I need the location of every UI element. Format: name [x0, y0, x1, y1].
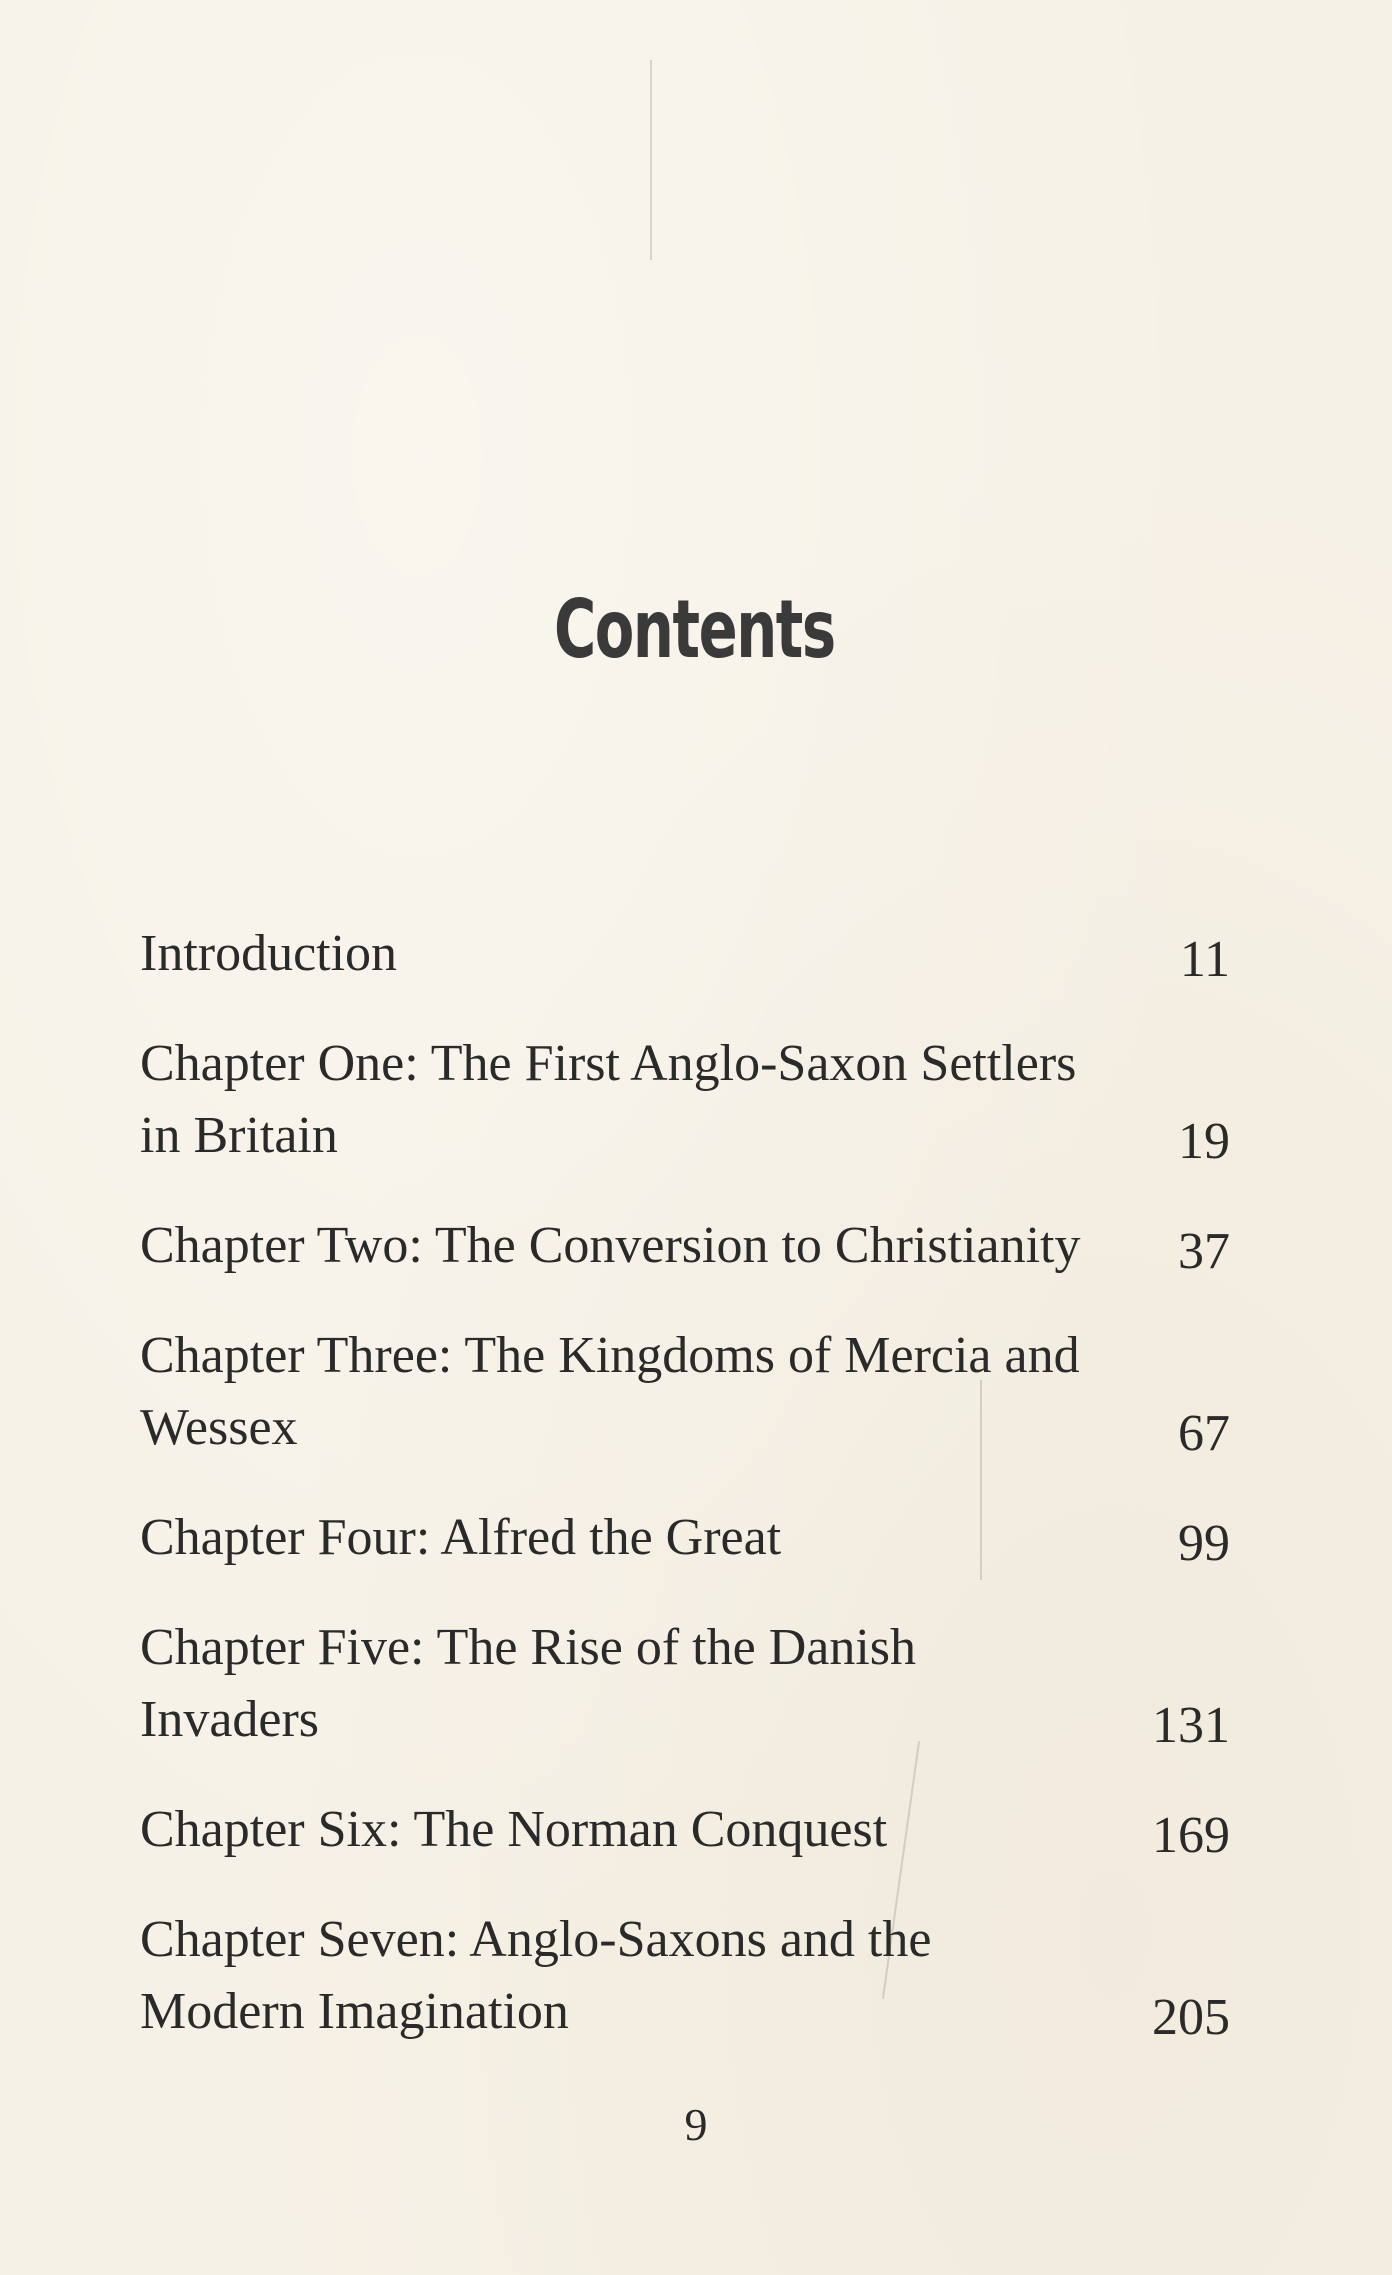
paper-mark [650, 60, 652, 260]
toc-entry[interactable] [140, 918, 1230, 990]
toc-entry-title: Chapter One: The First Anglo-Saxon Settlers in Britain [140, 1035, 1077, 1164]
toc-entry-title: Introduction [140, 925, 398, 982]
toc-entry-title: Chapter Six: The Norman Conquest [140, 1801, 888, 1858]
toc-entry[interactable] [140, 1612, 1230, 1756]
toc-entry[interactable] [140, 1904, 1230, 2048]
toc-entry[interactable] [140, 1028, 1230, 1172]
toc-entry-page: 67 [1178, 1405, 1230, 1462]
table-of-contents [140, 918, 1230, 2086]
toc-entry-page: 169 [1152, 1807, 1230, 1864]
page-title: Contents [553, 583, 835, 676]
toc-entry[interactable] [140, 1320, 1230, 1464]
toc-entry[interactable] [140, 1502, 1230, 1574]
toc-entry-page: 37 [1178, 1223, 1230, 1280]
toc-entry-title: Chapter Five: The Rise of the Danish Invaders [140, 1619, 917, 1748]
toc-entry-title: Chapter Two: The Conversion to Christianity [140, 1217, 1081, 1274]
toc-entry-page: 19 [1178, 1113, 1230, 1170]
toc-entry-title: Chapter Four: Alfred the Great [140, 1509, 782, 1566]
toc-entry[interactable] [140, 1794, 1230, 1866]
toc-entry-title: Chapter Seven: Anglo-Saxons and the Modern Imagination [140, 1911, 932, 2040]
toc-entry-page: 11 [1179, 931, 1230, 988]
toc-entry-page: 99 [1178, 1515, 1230, 1572]
toc-entry[interactable] [140, 1210, 1230, 1282]
toc-entry-title: Chapter Three: The Kingdoms of Mercia and Wessex [140, 1327, 1080, 1456]
page-number: 9 [684, 2099, 708, 2150]
toc-entry-page: 205 [1152, 1989, 1230, 2046]
toc-entry-page: 131 [1152, 1697, 1230, 1754]
